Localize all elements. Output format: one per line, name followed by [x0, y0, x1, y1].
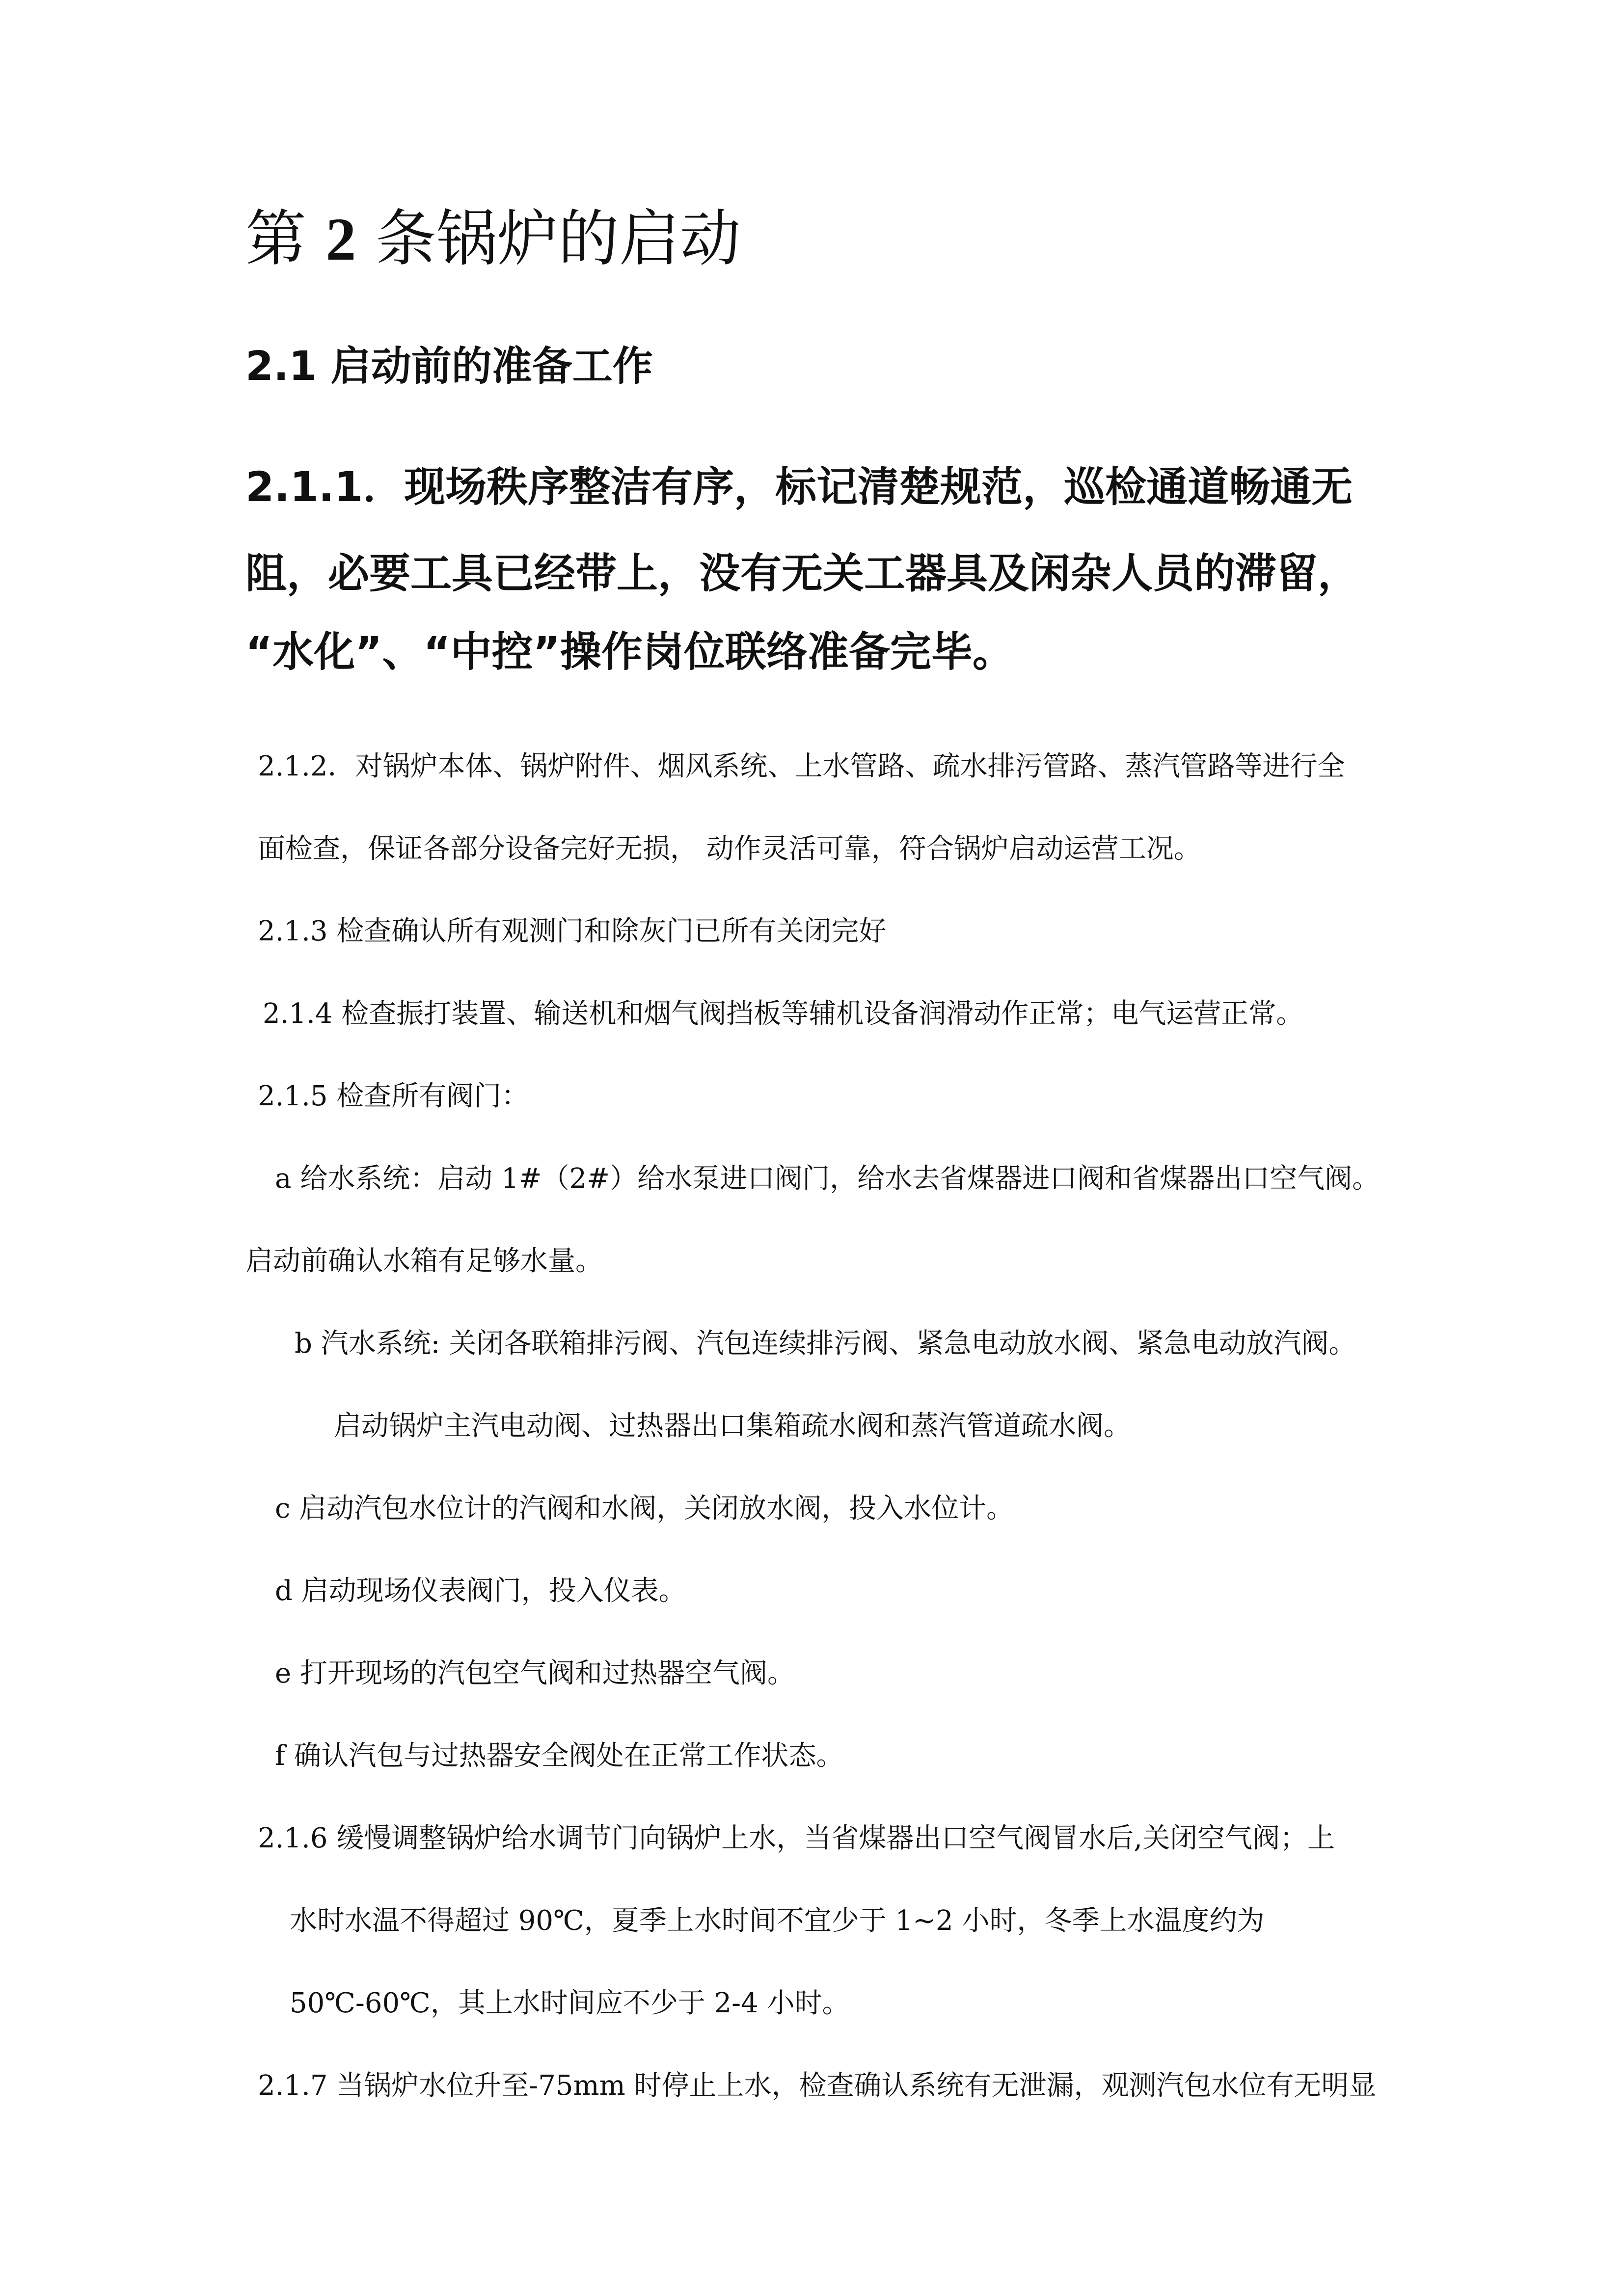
item-2-1-6-line-3: 50℃-60℃，其上水时间应不少于 2-4 小时。 [290, 1987, 850, 2019]
item-2-1-2-line-1: 2.1.2．对锅炉本体、锅炉附件、烟风系统、上水管路、疏水排污管路、蒸汽管路等进行全 [258, 750, 1345, 782]
sub-item-b-line-2: 启动锅炉主汽电动阀、过热器出口集箱疏水阀和蒸汽管道疏水阀。 [334, 1410, 1131, 1442]
sub-item-e: e 打开现场的汽包空气阀和过热器空气阀。 [275, 1657, 795, 1689]
section-2-1-1-line-2: 阻，必要工具已经带上，没有无关工器具及闲杂人员的滞留， [245, 549, 1359, 597]
sub-item-a-line-2: 启动前确认水箱有足够水量。 [245, 1245, 603, 1277]
item-2-1-5: 2.1.5 检查所有阀门： [258, 1080, 529, 1112]
sub-item-d: d 启动现场仪表阀门，投入仪表。 [275, 1575, 686, 1607]
section-heading-2-1: 2.1 启动前的准备工作 [245, 343, 653, 390]
sub-item-a-line-1: a 给水系统：启动 1#（2#）给水泵进口阀门，给水去省煤器进口阀和省煤器出口空气阀。 [275, 1163, 1380, 1195]
sub-item-b-line-1: b 汽水系统: 关闭各联箱排污阀、汽包连续排污阀、紧急电动放水阀、紧急电动放汽阀。 [295, 1328, 1356, 1360]
item-2-1-2-line-2: 面检查，保证各部分设备完好无损， 动作灵活可靠，符合锅炉启动运营工况。 [258, 833, 1201, 865]
item-2-1-4: 2.1.4 检查振打装置、输送机和烟气阀挡板等辅机设备润滑动作正常；电气运营正常。 [263, 998, 1304, 1030]
sub-item-c: c 启动汽包水位计的汽阀和水阀，关闭放水阀，投入水位计。 [275, 1493, 1014, 1524]
item-2-1-6-line-1: 2.1.6 缓慢调整锅炉给水调节门向锅炉上水，当省煤器出口空气阀冒水后,关闭空气阀；上 [258, 1822, 1335, 1854]
item-2-1-3: 2.1.3 检查确认所有观测门和除灰门已所有关闭完好 [258, 915, 887, 947]
section-2-1-1-line-1: 2.1.1．现场秩序整洁有序，标记清楚规范，巡检通道畅通无 [245, 463, 1353, 511]
title-suffix: 条锅炉的启动 [356, 204, 741, 274]
title-prefix: 第 [245, 204, 326, 274]
sub-item-f: f 确认汽包与过热器安全阀处在正常工作状态。 [275, 1740, 844, 1772]
item-2-1-6-line-2: 水时水温不得超过 90℃，夏季上水时间不宜少于 1~2 小时，冬季上水温度约为 [290, 1905, 1265, 1937]
page-title [245, 204, 741, 274]
item-2-1-7: 2.1.7 当锅炉水位升至-75mm 时停止上水，检查确认系统有无泄漏，观测汽包水位有无明显 [258, 2070, 1377, 2102]
section-2-1-1-line-3: “水化”、“中控”操作岗位联络准备完毕。 [245, 628, 1014, 676]
title-number: 2 [325, 206, 356, 273]
